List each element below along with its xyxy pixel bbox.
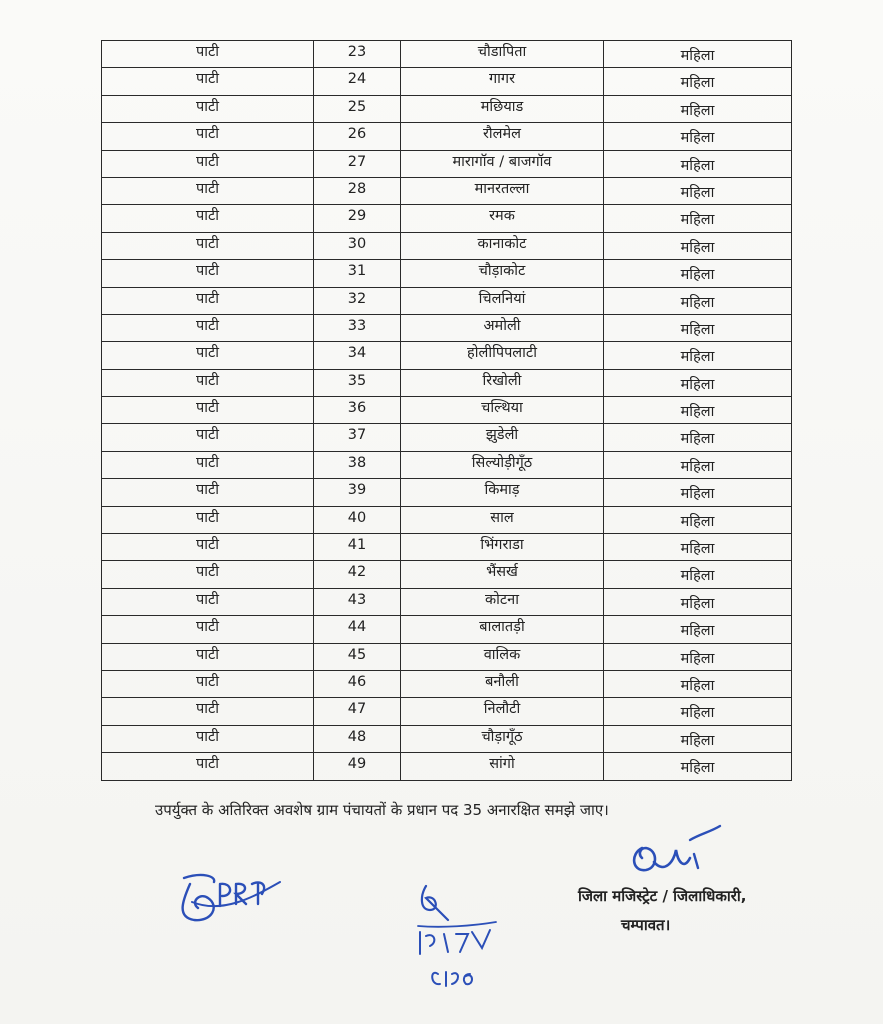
table-row [102, 616, 792, 643]
gram-panchayat-cell [401, 561, 604, 588]
serial-number-cell [314, 41, 401, 68]
block-cell [102, 534, 314, 561]
signature-center [412, 876, 512, 996]
gram-panchayat-text: बनौली [485, 673, 519, 690]
table-row [102, 41, 792, 68]
block-cell [102, 451, 314, 478]
gram-panchayat-text: चौड़ाकोट [478, 263, 526, 280]
block-text: पाटी [195, 427, 220, 444]
block-cell [102, 753, 314, 780]
category-text: महिला [680, 650, 715, 667]
gram-panchayat-text: चौड़ागूँठ [481, 728, 523, 745]
block-cell [102, 260, 314, 287]
block-cell [102, 177, 314, 204]
gram-panchayat-text: बालातड़ी [479, 619, 525, 636]
category-cell [604, 232, 792, 259]
table-row [102, 177, 792, 204]
serial-number-text: 24 [347, 71, 367, 88]
block-text: पाटी [195, 153, 220, 170]
gram-panchayat-cell [401, 123, 604, 150]
gram-panchayat-cell [401, 451, 604, 478]
table-row [102, 534, 792, 561]
table-row [102, 698, 792, 725]
block-cell [102, 41, 314, 68]
signature-right [624, 818, 734, 888]
reservation-table [101, 40, 792, 781]
serial-number-cell [314, 177, 401, 204]
gram-panchayat-text: चिलनियां [478, 290, 526, 307]
category-text: महिला [680, 157, 715, 174]
gram-panchayat-cell [401, 725, 604, 752]
serial-number-text: 23 [347, 44, 367, 60]
gram-panchayat-text: भैंसर्ख [486, 564, 518, 581]
serial-number-text: 49 [347, 756, 367, 773]
category-text: महिला [680, 267, 715, 284]
gram-panchayat-cell [401, 670, 604, 697]
officer-designation: जिला मजिस्ट्रेट / जिलाधिकारी, [578, 887, 747, 905]
block-cell [102, 643, 314, 670]
category-text: महिला [680, 486, 715, 503]
category-cell [604, 260, 792, 287]
gram-panchayat-text: साल [490, 509, 514, 526]
serial-number-cell [314, 205, 401, 232]
block-text: पाटी [195, 372, 220, 389]
gram-panchayat-cell [401, 287, 604, 314]
serial-number-text: 44 [347, 619, 367, 636]
table-row [102, 232, 792, 259]
table-row [102, 123, 792, 150]
serial-number-cell [314, 424, 401, 451]
table-row [102, 451, 792, 478]
gram-panchayat-text: मारागॉव / बाजगॉव [452, 153, 552, 170]
table-row [102, 397, 792, 424]
block-text: पाटी [195, 345, 220, 362]
table-row [102, 287, 792, 314]
gram-panchayat-cell [401, 342, 604, 369]
category-text: महिला [680, 541, 715, 558]
category-cell [604, 424, 792, 451]
block-text: पाटी [195, 673, 220, 690]
block-cell [102, 479, 314, 506]
serial-number-cell [314, 369, 401, 396]
block-text: पाटी [195, 619, 220, 636]
signature-left [172, 862, 292, 932]
serial-number-text: 37 [347, 427, 367, 444]
serial-number-text: 47 [347, 701, 367, 718]
table-row [102, 342, 792, 369]
block-text: पाटी [195, 208, 220, 225]
officer-place: चम्पावत। [621, 916, 671, 934]
table-row [102, 643, 792, 670]
block-text: पाटी [195, 728, 220, 745]
category-text: महिला [680, 75, 715, 92]
gram-panchayat-text: झुडेली [485, 427, 519, 444]
category-cell [604, 68, 792, 95]
category-cell [604, 561, 792, 588]
category-text: महिला [680, 212, 715, 229]
category-cell [604, 670, 792, 697]
category-cell [604, 643, 792, 670]
block-cell [102, 287, 314, 314]
category-cell [604, 177, 792, 204]
gram-panchayat-cell [401, 506, 604, 533]
gram-panchayat-cell [401, 260, 604, 287]
gram-panchayat-text: वालिक [483, 646, 521, 663]
serial-number-text: 29 [347, 208, 367, 225]
block-text: पाटी [195, 564, 220, 581]
category-cell [604, 451, 792, 478]
block-cell [102, 342, 314, 369]
serial-number-cell [314, 287, 401, 314]
category-text: महिला [680, 294, 715, 311]
gram-panchayat-cell [401, 643, 604, 670]
gram-panchayat-text: कोटना [484, 591, 519, 608]
gram-panchayat-text: होलीपिपलाटी [467, 345, 537, 362]
gram-panchayat-text: किमाड़ [484, 482, 520, 499]
table-row [102, 150, 792, 177]
table-row [102, 670, 792, 697]
gram-panchayat-cell [401, 534, 604, 561]
table-body [102, 41, 792, 781]
serial-number-text: 28 [347, 180, 367, 197]
gram-panchayat-cell [401, 698, 604, 725]
block-cell [102, 95, 314, 122]
block-text: पाटी [195, 591, 220, 608]
block-text: पाटी [195, 646, 220, 663]
block-text: पाटी [195, 756, 220, 773]
serial-number-text: 41 [347, 537, 367, 554]
serial-number-cell [314, 561, 401, 588]
serial-number-text: 33 [347, 317, 367, 334]
gram-panchayat-cell [401, 588, 604, 615]
table-row [102, 260, 792, 287]
gram-panchayat-cell [401, 177, 604, 204]
block-cell [102, 314, 314, 341]
gram-panchayat-cell [401, 68, 604, 95]
serial-number-text: 45 [347, 646, 367, 663]
serial-number-text: 25 [347, 98, 367, 115]
table-row [102, 479, 792, 506]
gram-panchayat-text: चल्थिया [481, 400, 523, 417]
block-cell [102, 150, 314, 177]
block-text: पाटी [195, 482, 220, 499]
category-text: महिला [680, 376, 715, 393]
block-text: पाटी [195, 44, 220, 60]
category-cell [604, 616, 792, 643]
block-cell [102, 369, 314, 396]
category-text: महिला [680, 239, 715, 256]
serial-number-cell [314, 342, 401, 369]
gram-panchayat-cell [401, 397, 604, 424]
serial-number-text: 46 [347, 673, 367, 690]
block-cell [102, 725, 314, 752]
serial-number-text: 43 [347, 591, 367, 608]
footnote: उपर्युक्त के अतिरिक्त अवशेष ग्राम पंचायतों के प्रधान पद 35 अनारक्षित समझे जाए। [155, 801, 609, 819]
category-cell [604, 205, 792, 232]
gram-panchayat-cell [401, 232, 604, 259]
gram-panchayat-text: निलौटी [483, 701, 521, 718]
block-cell [102, 68, 314, 95]
table-row [102, 314, 792, 341]
category-text: महिला [680, 404, 715, 421]
block-text: पाटी [195, 290, 220, 307]
block-cell [102, 561, 314, 588]
category-text: महिला [680, 513, 715, 530]
table-row [102, 68, 792, 95]
serial-number-cell [314, 698, 401, 725]
category-text: महिला [680, 705, 715, 722]
serial-number-text: 39 [347, 482, 367, 499]
gram-panchayat-text: रमक [489, 208, 515, 225]
category-cell [604, 369, 792, 396]
block-cell [102, 698, 314, 725]
category-cell [604, 479, 792, 506]
gram-panchayat-text: सांगो [489, 756, 515, 773]
block-cell [102, 506, 314, 533]
block-cell [102, 588, 314, 615]
block-text: पाटी [195, 180, 220, 197]
block-text: पाटी [195, 263, 220, 280]
block-cell [102, 232, 314, 259]
serial-number-cell [314, 670, 401, 697]
table-row [102, 506, 792, 533]
category-text: महिला [680, 102, 715, 119]
category-text: महिला [680, 568, 715, 585]
gram-panchayat-cell [401, 95, 604, 122]
table-row [102, 205, 792, 232]
category-text: महिला [680, 184, 715, 201]
gram-panchayat-text: रिखोली [482, 372, 522, 389]
table-row [102, 725, 792, 752]
gram-panchayat-text: चौडापिता [477, 44, 527, 60]
serial-number-cell [314, 506, 401, 533]
category-cell [604, 123, 792, 150]
gram-panchayat-cell [401, 150, 604, 177]
serial-number-cell [314, 451, 401, 478]
gram-panchayat-text: भिंगराडा [480, 537, 524, 554]
block-cell [102, 397, 314, 424]
category-text: महिला [680, 760, 715, 777]
category-cell [604, 41, 792, 68]
serial-number-cell [314, 123, 401, 150]
block-cell [102, 205, 314, 232]
serial-number-cell [314, 534, 401, 561]
block-text: पाटी [195, 317, 220, 334]
serial-number-cell [314, 95, 401, 122]
category-text: महिला [680, 48, 715, 64]
category-cell [604, 314, 792, 341]
gram-panchayat-cell [401, 41, 604, 68]
gram-panchayat-cell [401, 205, 604, 232]
gram-panchayat-cell [401, 424, 604, 451]
serial-number-cell [314, 260, 401, 287]
category-cell [604, 95, 792, 122]
gram-panchayat-cell [401, 314, 604, 341]
serial-number-text: 30 [347, 235, 367, 252]
serial-number-cell [314, 725, 401, 752]
category-cell [604, 698, 792, 725]
serial-number-cell [314, 616, 401, 643]
serial-number-text: 36 [347, 400, 367, 417]
serial-number-text: 31 [347, 263, 367, 280]
category-text: महिला [680, 623, 715, 640]
gram-panchayat-text: मानरतल्ला [474, 180, 530, 197]
serial-number-text: 34 [347, 345, 367, 362]
gram-panchayat-cell [401, 369, 604, 396]
category-cell [604, 725, 792, 752]
category-text: महिला [680, 349, 715, 366]
block-cell [102, 670, 314, 697]
category-text: महिला [680, 732, 715, 749]
category-text: महिला [680, 130, 715, 147]
table-row [102, 588, 792, 615]
table-row [102, 369, 792, 396]
gram-panchayat-cell [401, 753, 604, 780]
serial-number-text: 38 [347, 454, 367, 471]
serial-number-cell [314, 397, 401, 424]
serial-number-text: 32 [347, 290, 367, 307]
serial-number-text: 42 [347, 564, 367, 581]
gram-panchayat-text: रौलमेल [482, 126, 522, 143]
category-cell [604, 506, 792, 533]
block-text: पाटी [195, 400, 220, 417]
serial-number-cell [314, 753, 401, 780]
block-text: पाटी [195, 701, 220, 718]
category-cell [604, 534, 792, 561]
category-cell [604, 753, 792, 780]
table-row [102, 561, 792, 588]
block-cell [102, 123, 314, 150]
serial-number-text: 26 [347, 126, 367, 143]
serial-number-text: 40 [347, 509, 367, 526]
serial-number-cell [314, 643, 401, 670]
block-text: पाटी [195, 98, 220, 115]
table-row [102, 753, 792, 780]
category-cell [604, 287, 792, 314]
block-text: पाटी [195, 71, 220, 88]
serial-number-text: 27 [347, 153, 367, 170]
category-cell [604, 150, 792, 177]
serial-number-cell [314, 232, 401, 259]
serial-number-cell [314, 479, 401, 506]
serial-number-cell [314, 588, 401, 615]
gram-panchayat-cell [401, 616, 604, 643]
block-cell [102, 424, 314, 451]
gram-panchayat-text: कानाकोट [477, 235, 527, 252]
category-text: महिला [680, 595, 715, 612]
block-text: पाटी [195, 454, 220, 471]
table-row [102, 95, 792, 122]
category-text: महिला [680, 458, 715, 475]
category-text: महिला [680, 431, 715, 448]
officer-designation-block [578, 882, 746, 940]
category-cell [604, 588, 792, 615]
block-text: पाटी [195, 126, 220, 143]
gram-panchayat-cell [401, 479, 604, 506]
serial-number-cell [314, 150, 401, 177]
serial-number-text: 48 [347, 728, 367, 745]
serial-number-cell [314, 314, 401, 341]
gram-panchayat-text: मछियाड [480, 98, 524, 115]
category-text: महिला [680, 321, 715, 338]
gram-panchayat-text: अमोली [483, 317, 521, 334]
table-row [102, 424, 792, 451]
category-cell [604, 397, 792, 424]
serial-number-text: 35 [347, 372, 367, 389]
serial-number-cell [314, 68, 401, 95]
category-cell [604, 342, 792, 369]
gram-panchayat-text: सिल्योड़ीगूँठ [471, 454, 533, 471]
block-cell [102, 616, 314, 643]
block-text: पाटी [195, 235, 220, 252]
block-text: पाटी [195, 537, 220, 554]
gram-panchayat-text: गागर [488, 71, 515, 88]
block-text: पाटी [195, 509, 220, 526]
category-text: महिला [680, 677, 715, 694]
